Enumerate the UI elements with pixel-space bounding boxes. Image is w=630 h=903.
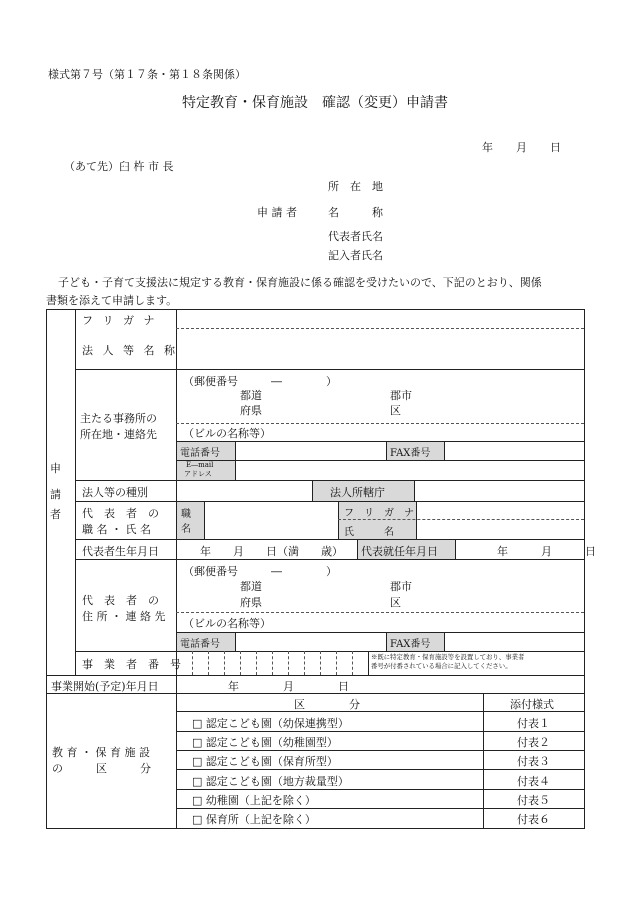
applicant-name-label: 名 称 — [328, 206, 383, 219]
form-number: 様式第７号（第１７条・第１８条関係） — [48, 68, 246, 81]
rep-start-label: 代表就任年月日 — [361, 545, 438, 558]
applicant-address-label: 所 在 地 — [328, 180, 383, 193]
category-option[interactable]: □ 幼稚園（上記を除く） — [192, 794, 316, 807]
position-label-2: 名 — [181, 524, 191, 535]
biz-number-label: 事 業 者 番 号 — [82, 658, 181, 671]
office-label-1: 主たる事務所の — [80, 412, 157, 425]
applicant-label: 申 請 者 — [257, 206, 297, 219]
rep-tel-label: 電話番号 — [180, 639, 220, 650]
attachment-form: 付表３ — [517, 755, 550, 768]
writer-label: 記入者氏名 — [328, 249, 383, 262]
corp-name-label: 法 人 等 名 称 — [82, 344, 178, 357]
addressee: （あて先）臼 杵 市 長 — [64, 160, 174, 173]
rep-pref-label-1: 都道 — [240, 580, 262, 593]
office-label-2: 所在地・連絡先 — [80, 428, 157, 441]
rep-addr-label-1: 代 表 者 の — [82, 594, 159, 607]
date-year: 年 — [482, 141, 493, 154]
attachment-form: 付表１ — [517, 717, 550, 730]
start-date-label: 事業開始(予定)年月日 — [51, 680, 159, 693]
city-label-2: 区 — [390, 404, 401, 417]
rep-fax-label: FAX番号 — [390, 639, 431, 650]
postal-code-label: （郵便番号 ― ） — [183, 375, 337, 388]
attachment-form: 付表６ — [517, 813, 550, 826]
corp-type-label: 法人等の種別 — [82, 486, 148, 499]
attachment-form: 付表２ — [517, 736, 550, 749]
corp-office-label: 法人所轄庁 — [330, 486, 385, 499]
furigana-label: フ リ ガ ナ — [82, 314, 158, 327]
email-label-1: E―mail — [186, 461, 214, 469]
email-label-2: アドレス — [184, 470, 212, 478]
rep-pref-label-2: 府県 — [240, 596, 262, 609]
fax-label: FAX番号 — [390, 448, 431, 459]
attachment-header: 添付様式 — [510, 698, 554, 711]
rep-birth-value: 年 月 日（満 歳） — [200, 545, 343, 558]
side-label-1: 申 — [50, 462, 61, 475]
category-option[interactable]: □ 認定こども園（幼保連携型） — [192, 717, 349, 730]
rep-birth-label: 代表者生年月日 — [82, 545, 159, 558]
representative-label: 代表者氏名 — [328, 230, 383, 243]
rep-city-label-1: 郡市 — [390, 580, 412, 593]
intro-line-2: 書類を添えて申請します。 — [46, 294, 178, 307]
start-date-value: 年 月 日 — [228, 680, 349, 693]
biz-note-2: 番号が付番されている場合に記入してください。 — [371, 662, 512, 670]
rep-addr-label-2: 住 所 ・ 連 絡 先 — [82, 610, 166, 623]
city-label-1: 郡市 — [390, 389, 412, 402]
rep-label-2: 職 名 ・ 氏 名 — [82, 523, 151, 536]
facility-label-2: の 区 分 — [52, 762, 151, 775]
attachment-form: 付表５ — [517, 794, 550, 807]
rep-label-1: 代 表 者 の — [82, 507, 159, 520]
category-option[interactable]: □ 認定こども園（幼稚園型） — [192, 736, 338, 749]
intro-line-1: 子ども・子育て支援法に規定する教育・保育施設に係る確認を受けたいので、下記のとおり、関係 — [58, 276, 542, 289]
building-label: （ビルの名称等） — [183, 427, 271, 440]
rep-start-value: 年 月 日 — [497, 545, 596, 558]
tel-label: 電話番号 — [180, 448, 220, 459]
page-title: 特定教育・保育施設 確認（変更）申請書 — [182, 95, 448, 111]
rep-building-label: （ビルの名称等） — [183, 617, 271, 630]
date-month: 月 — [516, 141, 527, 154]
side-label-2: 請 — [50, 488, 61, 501]
date-day: 日 — [550, 141, 561, 154]
rep-city-label-2: 区 — [390, 596, 401, 609]
category-option[interactable]: □ 保育所（上記を除く） — [192, 813, 316, 826]
category-header: 区 分 — [294, 698, 360, 711]
pref-label-1: 都道 — [240, 389, 262, 402]
side-label-3: 者 — [50, 508, 61, 521]
category-option[interactable]: □ 認定こども園（地方裁量型） — [192, 775, 349, 788]
rep-name-label: 氏 名 — [344, 527, 394, 538]
position-label-1: 職 — [181, 509, 191, 520]
biz-note-1: ※既に特定教育・保育施設等を設置しており、事業者 — [371, 653, 525, 661]
rep-postal-label: （郵便番号 ― ） — [183, 565, 337, 578]
facility-label-1: 教 育 ・ 保 育 施 設 — [52, 746, 150, 759]
category-option[interactable]: □ 認定こども園（保育所型） — [192, 755, 338, 768]
attachment-form: 付表４ — [517, 775, 550, 788]
rep-furigana-label: フ リ ガ ナ — [344, 508, 414, 519]
pref-label-2: 府県 — [240, 404, 262, 417]
